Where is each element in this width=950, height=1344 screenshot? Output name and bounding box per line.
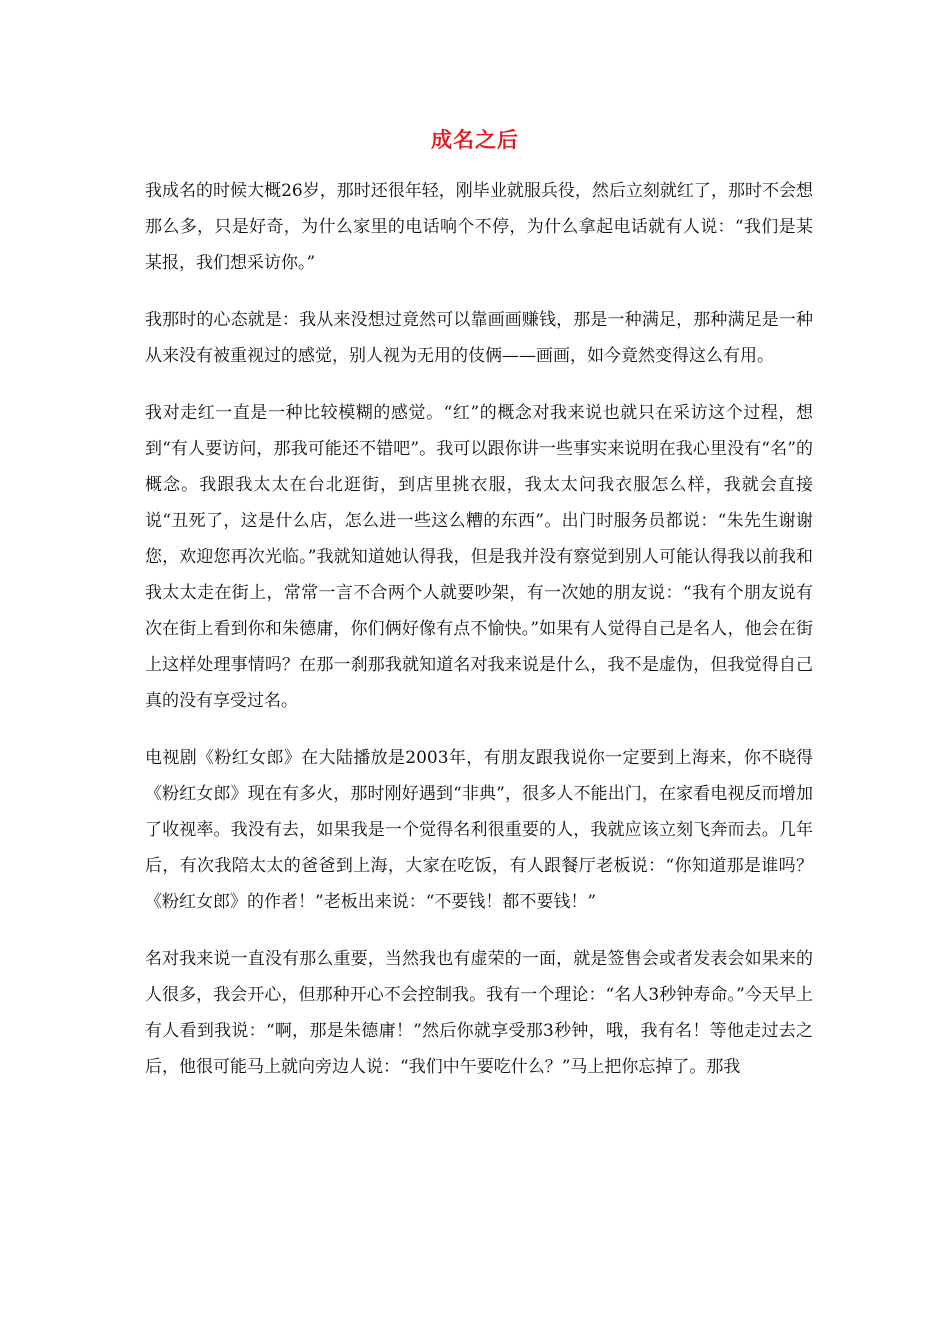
paragraph: 我那时的心态就是：我从来没想过竟然可以靠画画赚钱，那是一种满足，那种满足是一种从来没有被重视过的感觉，别人视为无用的伎俩——画画，如今竟然变得这么有用。 (145, 310, 813, 366)
paragraph: 我对走红一直是一种比较模糊的感觉。“红”的概念对我来说也就只在采访这个过程，想到“有人要访问，那我可能还不错吧”。我可以跟你讲一些事实来说明在我心里没有“名”的概念。我跟我太太在台北逛街，到店里挑衣服，我太太问我衣服怎么样，我就会直接说“丑死了，这是什么店，怎么进一些这么糟的东西”。出门时服务员都说：“朱先生谢谢您，欢迎您再次光临。”我就知道她认得我，但是我并没有察觉到别人可能认得我以前我和我太太走在街上，常常一言不合两个人就要吵架，有一次她的朋友说：“我有个朋友说有次在街上看到你和朱德庸，你们俩好像有点不愉快。”如果有人觉得自己是名人，他会在街上这样处理事情吗？在那一刹那我就知道名对我来说是什么，我不是虚伪，但我觉得自己真的没有享受过名。 (145, 403, 813, 711)
page-title: 成名之后 (431, 128, 519, 152)
paragraph: 名对我来说一直没有那么重要，当然我也有虚荣的一面，就是签售会或者发表会如果来的人很多，我会开心，但那种开心不会控制我。我有一个理论：“名人3秒钟寿命。”今天早上有人看到我说：“啊，那是朱德庸！”然后你就享受那3秒钟，哦，我有名！等他走过去之后，他很可能马上就向旁边人说：“我们中午要吃什么？”马上把你忘掉了。那我 (145, 949, 813, 1077)
article-body (145, 173, 813, 1106)
paragraph: 电视剧《粉红女郎》在大陆播放是2003年，有朋友跟我说你一定要到上海来，你不晓得《粉红女郎》现在有多火，那时刚好遇到“非典”，很多人不能出门，在家看电视反而增加了收视率。我没有去，如果我是一个觉得名利很重要的人，我就应该立刻飞奔而去。几年后，有次我陪太太的爸爸到上海，大家在吃饭，有人跟餐厅老板说：“你知道那是谁吗？《粉红女郎》的作者！”老板出来说：“不要钱！都不要钱！” (145, 748, 813, 912)
paragraph: 我成名的时候大概26岁，那时还很年轻，刚毕业就服兵役，然后立刻就红了，那时不会想那么多，只是好奇，为什么家里的电话响个不停，为什么拿起电话就有人说：“我们是某某报，我们想采访你。” (145, 181, 813, 273)
